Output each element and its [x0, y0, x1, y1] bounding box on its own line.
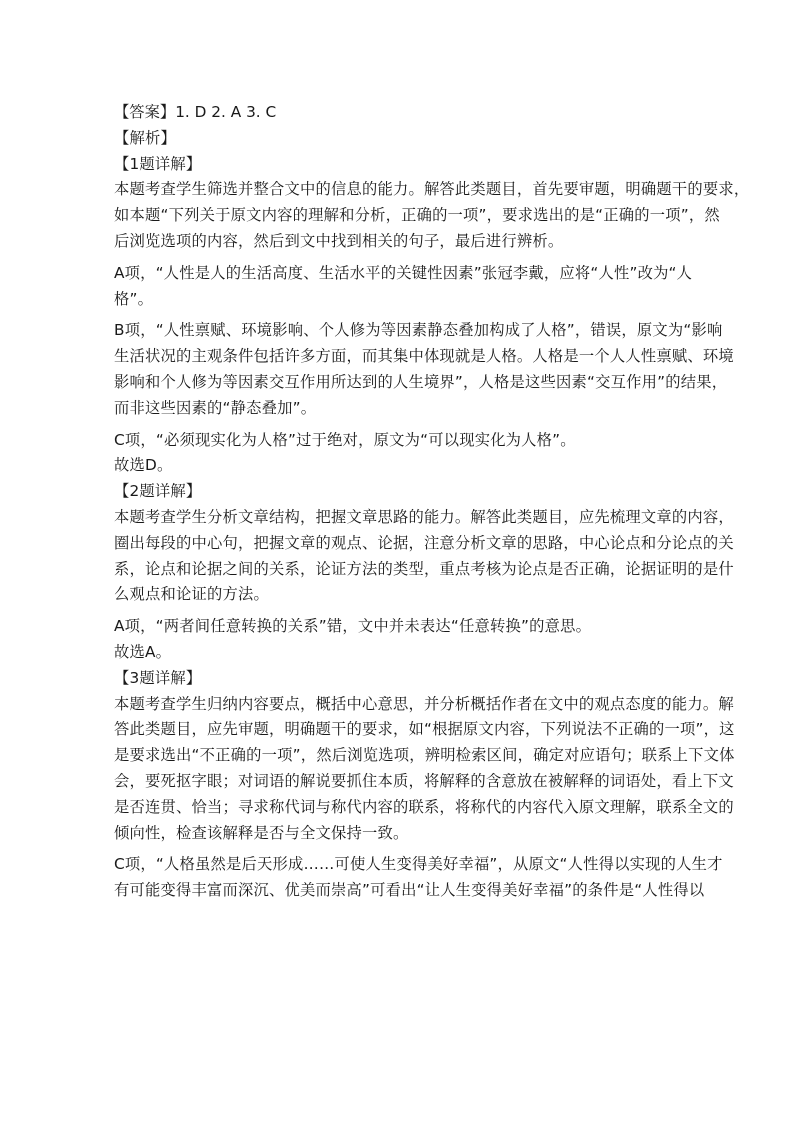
- q2-intro-line: 么观点和论证的方法。: [114, 585, 269, 604]
- q1-intro-line: 本题考查学生筛选并整合文中的信息的能力。解答此类题目，首先要审题，明确题干的要求，: [114, 180, 750, 199]
- q1-intro-line: 后浏览选项的内容，然后到文中找到相关的句子，最后进行辨析。: [114, 231, 564, 250]
- q1-option-b-line: 而非这些因素的“静态叠加”。: [114, 398, 317, 417]
- q3-option-c-line: 有可能变得丰富而深沉、优美而崇高”可看出“让人生变得美好幸福”的条件是“人性得以: [114, 881, 705, 900]
- q2-heading: 【2题详解】: [114, 482, 202, 501]
- answer-line: 【答案】1. D 2. A 3. C: [114, 103, 277, 121]
- q1-intro-line: 如本题“下列关于原文内容的理解和分析，正确的一项”，要求选出的是“正确的一项”，然: [114, 206, 720, 225]
- q3-intro-line: 会，要死抠字眼；对词语的解说要抓住本质，将解释的含意放在被解释的词语处，看上下文: [114, 771, 734, 790]
- q3-intro-line: 是要求选出“不正确的一项”，然后浏览选项，辨明检索区间，确定对应语句；联系上下文体: [114, 746, 735, 765]
- q3-option-c-line: C项，“人格虽然是后天形成……可使人生变得美好幸福”，从原文“人性得以实现的人生才: [114, 855, 723, 874]
- q1-option-b-line: 影响和个人修为等因素交互作用所达到的人生境界”，人格是这些因素“交互作用”的结果，: [114, 372, 728, 391]
- q3-heading: 【3题详解】: [114, 668, 202, 687]
- q1-option-a-line: 格”。: [114, 289, 154, 308]
- q1-option-b-line: 生活状况的主观条件包括许多方面，而其集中体现就是人格。人格是一个人人性禀赋、环境: [114, 347, 734, 366]
- q1-option-b-line: B项，“人性禀赋、环境影响、个人修为等因素静态叠加构成了人格”，错误，原文为“影响: [114, 321, 723, 340]
- q3-intro-line: 答此类题目，应先审题，明确题干的要求，如“根据原文内容，下列说法不正确的一项”，这: [114, 720, 735, 739]
- q2-conclusion: 故选A。: [114, 642, 172, 661]
- answer-explanation: [114, 100, 750, 904]
- q2-option-a: A项，“两者间任意转换的关系”错，文中并未表达“任意转换”的意思。: [114, 617, 592, 636]
- q1-conclusion: 故选D。: [114, 456, 173, 475]
- q3-intro-line: 倾向性，检查该解释是否与全文保持一致。: [114, 823, 409, 842]
- q2-intro-line: 圈出每段的中心句，把握文章的观点、论据，注意分析文章的思路，中心论点和分论点的关: [114, 533, 734, 552]
- q3-intro-line: 本题考查学生归纳内容要点，概括中心意思，并分析概括作者在文中的观点态度的能力。解: [114, 694, 734, 713]
- q1-option-c: C项，“必须现实化为人格”过于绝对，原文为“可以现实化为人格”。: [114, 430, 576, 449]
- q1-option-a-line: A项，“人性是人的生活高度、生活水平的关键性因素”张冠李戴，应将“人性”改为“人: [114, 263, 693, 282]
- q2-intro-line: 系，论点和论据之间的关系，论证方法的类型，重点考核为论点是否正确，论据证明的是什: [114, 559, 734, 578]
- q2-intro-line: 本题考查学生分析文章结构，把握文章思路的能力。解答此类题目，应先梳理文章的内容，: [114, 507, 734, 526]
- q3-intro-line: 是否连贯、恰当；寻求称代词与称代内容的联系，将称代的内容代入原文理解，联系全文的: [114, 797, 734, 816]
- analysis-heading: 【解析】: [114, 128, 176, 147]
- q1-heading: 【1题详解】: [114, 154, 202, 173]
